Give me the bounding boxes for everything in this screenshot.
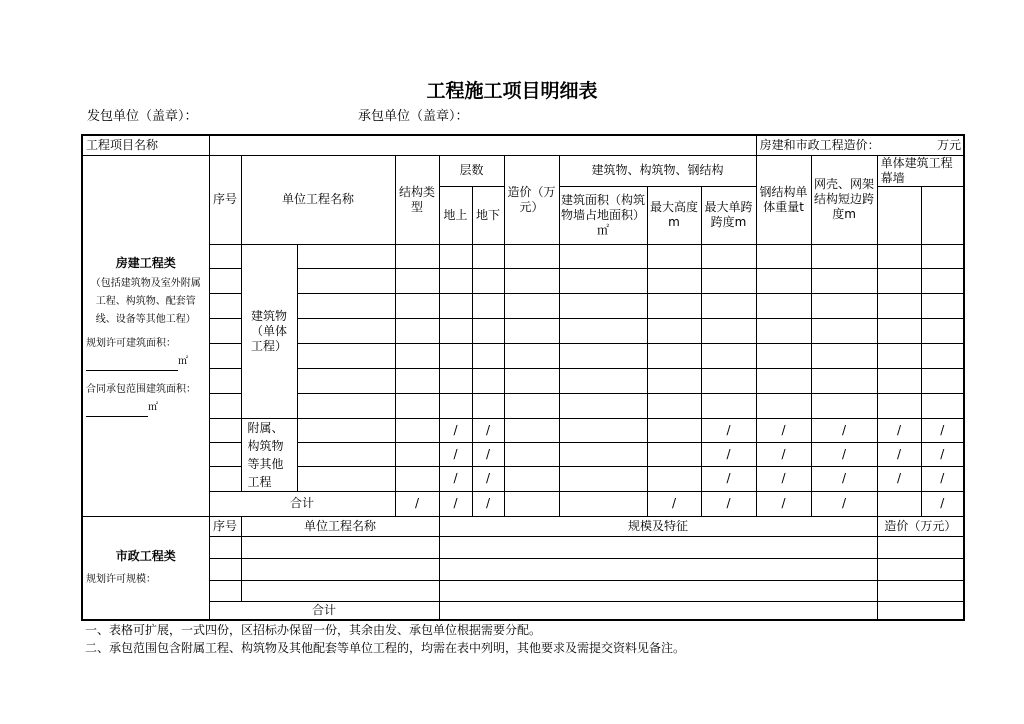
table-cell[interactable]: / bbox=[811, 418, 877, 442]
page-title: 工程施工项目明细表 bbox=[426, 80, 598, 102]
table-cell[interactable]: / bbox=[756, 467, 811, 491]
table-cell[interactable] bbox=[921, 318, 964, 343]
table-cell[interactable] bbox=[559, 467, 647, 491]
table-cell[interactable] bbox=[472, 293, 504, 318]
table-cell[interactable] bbox=[559, 343, 647, 368]
table-cell[interactable] bbox=[921, 343, 964, 368]
hdr-curtain-spacer bbox=[877, 186, 921, 244]
table-cell[interactable] bbox=[439, 268, 472, 293]
mhdr-scale: 规模及特征 bbox=[439, 516, 877, 536]
table-cell[interactable] bbox=[209, 318, 241, 343]
employer-label: 发包单位（盖章）： bbox=[87, 109, 198, 124]
total-cost-label: 房建和市政工程造价： bbox=[759, 137, 880, 152]
table-cell[interactable] bbox=[877, 601, 964, 620]
contract-area-unit: ㎡ bbox=[148, 402, 158, 413]
planned-scale-label: 规划许可规模： bbox=[86, 573, 156, 585]
table-cell[interactable] bbox=[811, 244, 877, 268]
table-cell[interactable] bbox=[701, 293, 756, 318]
municipal-side-cell bbox=[82, 516, 209, 620]
table-cell[interactable]: / bbox=[811, 467, 877, 491]
table-cell[interactable] bbox=[439, 393, 472, 418]
table-cell[interactable] bbox=[472, 343, 504, 368]
table-cell[interactable] bbox=[209, 418, 241, 442]
table-cell[interactable] bbox=[647, 293, 701, 318]
table-cell[interactable] bbox=[504, 442, 559, 466]
table-cell[interactable] bbox=[877, 558, 964, 580]
table-cell[interactable] bbox=[701, 393, 756, 418]
table-cell[interactable]: / bbox=[439, 442, 472, 466]
table-cell[interactable] bbox=[439, 293, 472, 318]
table-cell[interactable] bbox=[559, 293, 647, 318]
table-cell[interactable] bbox=[921, 268, 964, 293]
table-cell[interactable] bbox=[877, 491, 921, 516]
table-cell[interactable] bbox=[241, 580, 439, 601]
hdr-cost: 造价（万元） bbox=[504, 155, 559, 244]
table-cell[interactable]: / bbox=[877, 442, 921, 466]
table-cell[interactable] bbox=[439, 318, 472, 343]
table-cell[interactable] bbox=[297, 318, 395, 343]
building-side-cell bbox=[82, 155, 209, 516]
table-cell[interactable] bbox=[701, 343, 756, 368]
total-cost-unit: 万元 bbox=[937, 137, 962, 152]
table-cell[interactable]: / bbox=[921, 467, 964, 491]
table-cell[interactable] bbox=[877, 580, 964, 601]
table-cell[interactable] bbox=[297, 442, 395, 466]
table-cell[interactable] bbox=[647, 268, 701, 293]
table-cell[interactable] bbox=[472, 318, 504, 343]
table-cell[interactable]: / bbox=[472, 491, 504, 516]
table-cell[interactable] bbox=[647, 318, 701, 343]
table-cell[interactable] bbox=[439, 536, 877, 558]
table-cell[interactable] bbox=[921, 393, 964, 418]
group-single: 建筑物（单体工程） bbox=[241, 244, 297, 418]
hdr-seq: 序号 bbox=[209, 155, 241, 244]
table-cell[interactable] bbox=[395, 318, 439, 343]
note-2: 二、承包范围包含附属工程、构筑物及其他配套等单位工程的，均需在表中列明，其他要求及需提交资料见备注。 bbox=[85, 641, 686, 655]
hdr-unit-name: 单位工程名称 bbox=[241, 155, 395, 244]
table-cell[interactable]: / bbox=[877, 467, 921, 491]
table-cell[interactable] bbox=[209, 343, 241, 368]
table-cell[interactable] bbox=[209, 558, 241, 580]
table-cell[interactable] bbox=[647, 393, 701, 418]
table-cell[interactable]: / bbox=[701, 442, 756, 466]
table-cell[interactable]: / bbox=[811, 442, 877, 466]
table-cell[interactable] bbox=[877, 368, 921, 393]
table-cell[interactable] bbox=[297, 268, 395, 293]
table-cell[interactable] bbox=[439, 343, 472, 368]
table-cell[interactable] bbox=[395, 368, 439, 393]
table-cell[interactable] bbox=[877, 343, 921, 368]
building-total-row bbox=[82, 491, 964, 516]
table-cell[interactable] bbox=[504, 393, 559, 418]
hdr-floors: 层数 bbox=[439, 155, 504, 186]
table-cell[interactable]: / bbox=[395, 491, 439, 516]
table-cell[interactable]: / bbox=[472, 442, 504, 466]
table-cell[interactable] bbox=[559, 491, 647, 516]
table-cell[interactable] bbox=[209, 293, 241, 318]
hdr-max-span: 最大单跨跨度m bbox=[701, 186, 756, 244]
table-cell[interactable] bbox=[472, 393, 504, 418]
building-desc: （包括建筑物及室外附属工程、构筑物、配套管线、设备等其他工程） bbox=[90, 278, 201, 325]
table-cell[interactable] bbox=[395, 343, 439, 368]
table-cell[interactable] bbox=[756, 268, 811, 293]
table-cell[interactable] bbox=[209, 268, 241, 293]
table-cell[interactable] bbox=[241, 536, 439, 558]
table-cell[interactable] bbox=[756, 318, 811, 343]
table-cell[interactable] bbox=[921, 244, 964, 268]
table-cell[interactable] bbox=[811, 368, 877, 393]
table-cell[interactable] bbox=[811, 268, 877, 293]
table-cell[interactable]: / bbox=[921, 491, 964, 516]
planned-area-label: 规划许可建筑面积： bbox=[86, 338, 176, 349]
table-cell[interactable]: / bbox=[439, 491, 472, 516]
table-cell[interactable] bbox=[921, 293, 964, 318]
table-cell[interactable] bbox=[395, 467, 439, 491]
notes bbox=[85, 621, 685, 657]
table-cell[interactable]: / bbox=[701, 491, 756, 516]
table-cell[interactable] bbox=[209, 536, 241, 558]
table-cell[interactable] bbox=[297, 343, 395, 368]
project-name-label: 工程项目名称 bbox=[82, 135, 209, 155]
table-cell[interactable] bbox=[559, 393, 647, 418]
table-cell[interactable] bbox=[439, 558, 877, 580]
mhdr-seq: 序号 bbox=[209, 516, 241, 536]
planned-area-unit: ㎡ bbox=[178, 356, 188, 367]
hdr-building-area: 建筑面积（构筑物墙占地面积）㎡ bbox=[559, 186, 647, 244]
table-cell[interactable] bbox=[504, 293, 559, 318]
table-cell[interactable] bbox=[756, 244, 811, 268]
table-cell[interactable] bbox=[921, 368, 964, 393]
table-cell[interactable]: / bbox=[439, 418, 472, 442]
contractor-label: 承包单位（盖章）： bbox=[358, 109, 469, 124]
table-cell[interactable] bbox=[811, 318, 877, 343]
total-cost-cell[interactable] bbox=[756, 135, 964, 155]
table-cell[interactable] bbox=[559, 442, 647, 466]
table-cell[interactable] bbox=[395, 393, 439, 418]
table-cell[interactable]: / bbox=[756, 418, 811, 442]
table-cell[interactable] bbox=[395, 418, 439, 442]
table-cell[interactable] bbox=[877, 393, 921, 418]
contract-area-label: 合同承包范围建筑面积： bbox=[86, 384, 196, 395]
table-cell[interactable] bbox=[877, 536, 964, 558]
table-cell[interactable] bbox=[297, 293, 395, 318]
table-cell[interactable] bbox=[297, 467, 395, 491]
hdr-max-height: 最大高度m bbox=[647, 186, 701, 244]
table-cell[interactable]: / bbox=[647, 491, 701, 516]
table-cell[interactable] bbox=[701, 368, 756, 393]
mhdr-unit-name: 单位工程名称 bbox=[241, 516, 439, 536]
table-cell[interactable] bbox=[439, 244, 472, 268]
hdr-group-building: 建筑物、构筑物、钢结构 bbox=[559, 155, 756, 186]
municipal-heading: 市政工程类 bbox=[115, 548, 176, 563]
table-cell[interactable] bbox=[395, 293, 439, 318]
table-cell[interactable] bbox=[877, 293, 921, 318]
table-cell[interactable] bbox=[504, 318, 559, 343]
table-cell[interactable] bbox=[559, 318, 647, 343]
municipal-total-label: 合计 bbox=[209, 601, 439, 620]
table-cell[interactable] bbox=[439, 368, 472, 393]
table-cell[interactable]: / bbox=[756, 491, 811, 516]
table-cell[interactable] bbox=[439, 601, 877, 620]
table-cell[interactable] bbox=[209, 467, 241, 491]
table-cell[interactable] bbox=[647, 343, 701, 368]
table-cell[interactable] bbox=[647, 368, 701, 393]
table-cell[interactable] bbox=[472, 368, 504, 393]
table-cell[interactable] bbox=[297, 418, 395, 442]
table-cell[interactable] bbox=[504, 343, 559, 368]
table-cell[interactable] bbox=[756, 393, 811, 418]
table-cell[interactable] bbox=[241, 558, 439, 580]
table-cell[interactable]: / bbox=[472, 467, 504, 491]
table-cell[interactable] bbox=[504, 268, 559, 293]
hdr-above: 地上 bbox=[439, 186, 472, 244]
table-cell[interactable] bbox=[811, 293, 877, 318]
table-cell[interactable]: / bbox=[756, 442, 811, 466]
mhdr-cost: 造价（万元） bbox=[877, 516, 964, 536]
hdr-structure-type: 结构类型 bbox=[395, 155, 439, 244]
table-cell[interactable]: / bbox=[472, 418, 504, 442]
note-1: 一、表格可扩展，一式四份，区招标办保留一份，其余由发、承包单位根据需要分配。 bbox=[85, 623, 542, 637]
table-cell[interactable] bbox=[209, 442, 241, 466]
table-cell[interactable] bbox=[701, 318, 756, 343]
table-cell[interactable]: / bbox=[439, 467, 472, 491]
table-cell[interactable]: / bbox=[877, 418, 921, 442]
group-ancillary: 附属、构筑物等其他工程 bbox=[241, 418, 297, 491]
table-cell[interactable] bbox=[504, 368, 559, 393]
table-cell[interactable] bbox=[209, 368, 241, 393]
table-cell[interactable] bbox=[504, 467, 559, 491]
table-cell[interactable] bbox=[472, 268, 504, 293]
table-cell[interactable]: / bbox=[701, 467, 756, 491]
table-cell[interactable] bbox=[811, 393, 877, 418]
table-cell[interactable] bbox=[559, 244, 647, 268]
municipal-total-row bbox=[82, 601, 964, 620]
table-cell[interactable] bbox=[439, 580, 877, 601]
table-cell[interactable]: / bbox=[701, 418, 756, 442]
hdr-below: 地下 bbox=[472, 186, 504, 244]
table-cell[interactable]: / bbox=[921, 442, 964, 466]
table-cell[interactable] bbox=[559, 418, 647, 442]
project-detail-table bbox=[81, 134, 965, 621]
table-cell[interactable] bbox=[647, 418, 701, 442]
planned-area-blank[interactable] bbox=[86, 360, 178, 371]
building-total-label: 合计 bbox=[209, 491, 395, 516]
table-cell[interactable] bbox=[756, 343, 811, 368]
table-cell[interactable] bbox=[209, 393, 241, 418]
project-name-value[interactable] bbox=[209, 135, 756, 155]
table-cell[interactable] bbox=[877, 318, 921, 343]
table-cell[interactable]: / bbox=[921, 418, 964, 442]
table-cell[interactable] bbox=[297, 393, 395, 418]
table-cell[interactable] bbox=[504, 418, 559, 442]
table-cell[interactable] bbox=[559, 268, 647, 293]
hdr-curtain-spacer2 bbox=[921, 186, 964, 244]
table-cell[interactable] bbox=[209, 580, 241, 601]
table-cell[interactable] bbox=[504, 244, 559, 268]
hdr-steel-weight: 钢结构单体重量t bbox=[756, 155, 811, 244]
table-cell[interactable] bbox=[504, 491, 559, 516]
table-cell[interactable] bbox=[559, 368, 647, 393]
table-cell[interactable] bbox=[297, 244, 395, 268]
table-cell[interactable] bbox=[756, 293, 811, 318]
table-cell[interactable]: / bbox=[811, 491, 877, 516]
contract-area-blank[interactable] bbox=[86, 406, 148, 417]
table-cell[interactable] bbox=[647, 442, 701, 466]
table-cell[interactable] bbox=[297, 368, 395, 393]
table-cell[interactable] bbox=[756, 368, 811, 393]
table-cell[interactable] bbox=[395, 244, 439, 268]
table-cell[interactable] bbox=[647, 467, 701, 491]
table-cell[interactable] bbox=[701, 244, 756, 268]
table-cell[interactable] bbox=[395, 268, 439, 293]
table-cell[interactable] bbox=[877, 268, 921, 293]
building-heading: 房建工程类 bbox=[115, 256, 176, 270]
table-cell[interactable] bbox=[395, 442, 439, 466]
table-cell[interactable] bbox=[701, 268, 756, 293]
table-row-seq[interactable] bbox=[209, 244, 241, 268]
hdr-curtain-wall: 单体建筑工程幕墙 bbox=[877, 155, 964, 186]
table-cell[interactable] bbox=[877, 244, 921, 268]
hdr-grid-span: 网壳、网架结构短边跨度m bbox=[811, 155, 877, 244]
table-cell[interactable] bbox=[647, 244, 701, 268]
table-cell[interactable] bbox=[811, 343, 877, 368]
table-cell[interactable] bbox=[472, 244, 504, 268]
